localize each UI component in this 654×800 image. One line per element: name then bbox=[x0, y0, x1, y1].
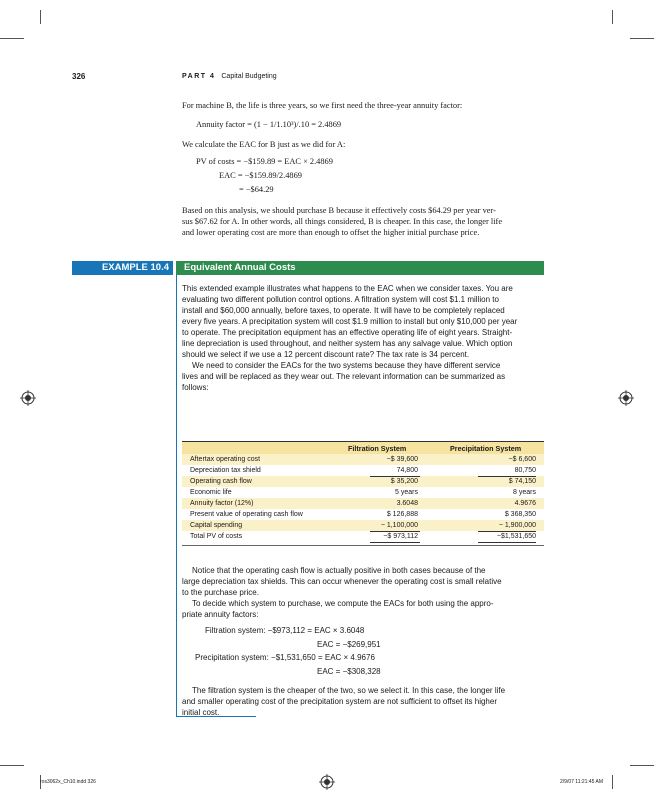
table-row bbox=[182, 498, 544, 509]
example-paragraph-line: follows: bbox=[182, 383, 209, 392]
footer-timestamp: 2/9/07 11:21:45 AM bbox=[560, 779, 603, 785]
example-paragraph-line: every five years. A precipitation system will cost $1.9 million to install but only $10,000 per year bbox=[182, 317, 518, 326]
table-cell: − 1,900,000 bbox=[498, 522, 536, 529]
table-cell: −$ 973,112 bbox=[383, 533, 418, 540]
eac-equation: EAC = −$159.89/2.4869 bbox=[219, 171, 302, 180]
table-cell: $ 368,350 bbox=[504, 511, 536, 518]
table-row bbox=[182, 487, 544, 498]
crop-mark bbox=[40, 10, 41, 24]
part-title: Capital Budgeting bbox=[221, 73, 277, 80]
table-cell: 80,750 bbox=[514, 467, 536, 474]
example-paragraph-line: The filtration system is the cheaper of the two, so we select it. In this case, the longer life bbox=[192, 686, 506, 695]
table-cell: −$ 39,600 bbox=[386, 456, 418, 463]
table-cell: 3.6048 bbox=[396, 500, 418, 507]
example-paragraph-line: and smaller operating cost of the precipitation system are not sufficient to offset its higher bbox=[182, 697, 497, 706]
footer-filename: ros3062x_Ch10.indd 326 bbox=[40, 779, 96, 785]
annuity-factor-equation: Annuity factor = (1 − 1/1.10³)/.10 = 2.4869 bbox=[196, 120, 342, 129]
example-paragraph-line: To decide which system to purchase, we compute the EACs for both using the appro- bbox=[192, 599, 494, 608]
table-cell: − 1,100,000 bbox=[380, 522, 418, 529]
crop-mark bbox=[630, 38, 654, 39]
intro-paragraph-2: We calculate the EAC for B just as we did for A: bbox=[182, 140, 346, 149]
table-header: Filtration System bbox=[348, 444, 407, 453]
registration-mark-icon bbox=[20, 390, 36, 406]
crop-mark bbox=[612, 775, 613, 789]
filtration-eac: EAC = −$269,951 bbox=[317, 640, 381, 649]
intro-paragraph-3-line: sus $67.62 for A. In other words, all things considered, B is cheaper. In this case, the longer life bbox=[182, 217, 503, 226]
example-paragraph-line: priate annuity factors: bbox=[182, 610, 259, 619]
table-cell: Aftertax operating cost bbox=[190, 456, 261, 463]
table-row bbox=[182, 520, 544, 531]
intro-paragraph-3-line: and lower operating cost are more than enough to offset the higher initial purchase price. bbox=[182, 228, 480, 237]
example-paragraph-line: evaluating two different pollution control options. A filtration system will cost $1.1 million to bbox=[182, 295, 499, 304]
precipitation-equation: Precipitation system: −$1,531,650 = EAC × 4.9676 bbox=[195, 653, 375, 662]
table-cell: −$ 6,600 bbox=[508, 456, 536, 463]
table-row bbox=[182, 509, 544, 520]
table-underline bbox=[370, 542, 420, 543]
table-cell: 8 years bbox=[513, 489, 536, 496]
precipitation-eac: EAC = −$308,328 bbox=[317, 667, 381, 676]
example-paragraph-line: Notice that the operating cash flow is actually positive in both cases because of the bbox=[192, 566, 486, 575]
intro-paragraph-3-line: Based on this analysis, we should purchase B because it effectively costs $64.29 per year ver- bbox=[182, 206, 496, 215]
page-number: 326 bbox=[72, 72, 86, 81]
table-underline bbox=[478, 531, 536, 532]
table-cell: $ 35,200 bbox=[390, 478, 418, 485]
table-cell: Depreciation tax shield bbox=[190, 467, 261, 474]
filtration-equation: Filtration system: −$973,112 = EAC × 3.6048 bbox=[205, 626, 365, 635]
table-header: Precipitation System bbox=[450, 444, 522, 453]
table-cell: Operating cash flow bbox=[190, 478, 252, 485]
example-paragraph-line: line depreciation is used throughout, and neither system has any salvage value. Which option bbox=[182, 339, 513, 348]
table-underline bbox=[478, 542, 536, 543]
table-underline bbox=[478, 476, 536, 477]
example-paragraph-line: install and $60,000 annually, before taxes, to operate. It will have to be completely replaced bbox=[182, 306, 505, 315]
example-rule bbox=[176, 275, 177, 717]
registration-mark-icon bbox=[319, 774, 335, 790]
table-cell: 74,800 bbox=[396, 467, 418, 474]
table-cell: 4.9676 bbox=[514, 500, 536, 507]
table-cell: Total PV of costs bbox=[190, 533, 243, 540]
example-paragraph-line: This extended example illustrates what happens to the EAC when we consider taxes. You are bbox=[182, 284, 513, 293]
table-cell: Present value of operating cash flow bbox=[190, 511, 303, 518]
pv-costs-equation: PV of costs = −$159.89 = EAC × 2.4869 bbox=[196, 157, 333, 166]
table-underline bbox=[370, 476, 420, 477]
table-cell: −$1,531,650 bbox=[496, 533, 536, 540]
crop-mark bbox=[0, 765, 24, 766]
crop-mark bbox=[630, 765, 654, 766]
crop-mark bbox=[0, 38, 24, 39]
table-cell: Annuity factor (12%) bbox=[190, 500, 254, 507]
intro-paragraph-1: For machine B, the life is three years, so we first need the three-year annuity factor: bbox=[182, 101, 463, 110]
example-paragraph-line: large depreciation tax shields. This can occur whenever the operating cost is small relative bbox=[182, 577, 502, 586]
table-row bbox=[182, 454, 544, 465]
example-label: EXAMPLE 10.4 bbox=[72, 261, 173, 275]
example-paragraph-line: We need to consider the EACs for the two systems because they have different service bbox=[192, 361, 501, 370]
example-paragraph-line: initial cost. bbox=[182, 708, 220, 717]
table-cell: 5 years bbox=[395, 489, 418, 496]
table-bottom-rule bbox=[182, 545, 544, 546]
running-header bbox=[182, 73, 277, 80]
example-paragraph-line: should we select if we use a 12 percent discount rate? The tax rate is 34 percent. bbox=[182, 350, 470, 359]
crop-mark bbox=[612, 10, 613, 24]
table-row bbox=[182, 465, 544, 476]
example-paragraph-line: to the purchase price. bbox=[182, 588, 259, 597]
table-underline bbox=[370, 531, 420, 532]
example-paragraph-line: to operate. The precipitation equipment has an effective operating life of eight years. Straight- bbox=[182, 328, 513, 337]
table-header-row bbox=[182, 441, 544, 455]
example-paragraph-line: lives and will be replaced as they wear out. The relevant information can be summarized as bbox=[182, 372, 506, 381]
table-cell: Capital spending bbox=[190, 522, 243, 529]
table-cell: Economic life bbox=[190, 489, 232, 496]
example-title: Equivalent Annual Costs bbox=[176, 261, 544, 275]
registration-mark-icon bbox=[618, 390, 634, 406]
table-cell: $ 126,888 bbox=[386, 511, 418, 518]
table-row bbox=[182, 531, 544, 542]
part-label: PART 4 bbox=[182, 73, 216, 80]
table-row bbox=[182, 476, 544, 487]
eac-result: = −$64.29 bbox=[239, 185, 274, 194]
table-cell: $ 74,150 bbox=[508, 478, 536, 485]
